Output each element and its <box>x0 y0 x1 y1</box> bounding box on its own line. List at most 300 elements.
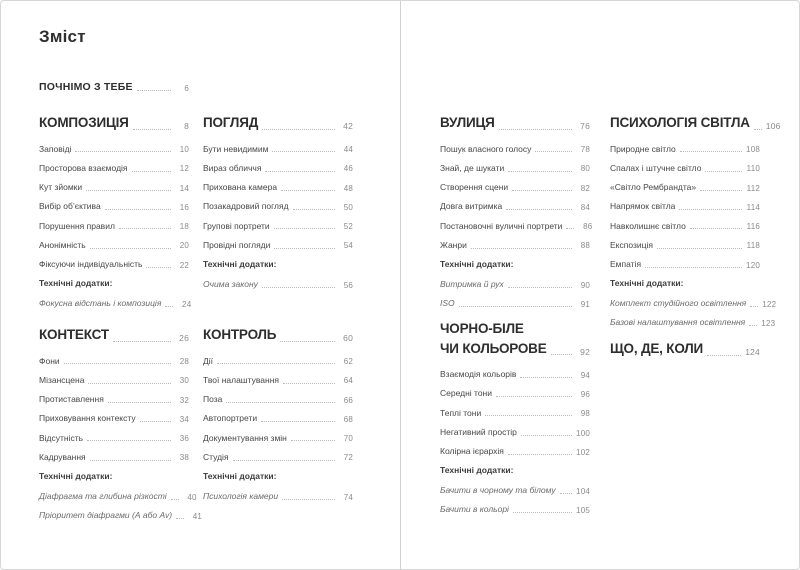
entry-label: Анонімність <box>39 239 86 250</box>
entry-label: Фокусна відстань і композиція <box>39 298 162 309</box>
page-number: 36 <box>179 434 189 444</box>
toc-right-page <box>400 1 799 569</box>
dot-leader <box>87 440 171 441</box>
page-number: 108 <box>746 145 760 155</box>
section-entries <box>440 370 590 515</box>
page-number: 42 <box>343 121 353 132</box>
toc-appendix-entry <box>440 299 590 309</box>
toc-subheading <box>610 279 760 289</box>
dot-leader <box>485 415 572 416</box>
toc-intro-entry <box>39 81 189 93</box>
dot-leader <box>280 341 335 342</box>
section-heading <box>610 113 781 133</box>
dot-leader <box>499 129 572 130</box>
entry-label: Протиставлення <box>39 394 104 405</box>
section-entries <box>440 143 593 309</box>
entry-label: Технічні додатки: <box>203 259 277 270</box>
page-number: 24 <box>182 299 192 309</box>
page-number: 68 <box>343 414 353 424</box>
page-number: 90 <box>580 280 590 290</box>
toc-appendix-entry <box>440 280 590 290</box>
toc-entry <box>39 260 189 270</box>
dot-leader <box>217 363 335 364</box>
entry-label: Технічні додатки: <box>39 278 113 289</box>
dot-leader <box>64 363 171 364</box>
dot-leader <box>261 421 335 422</box>
page-number: 76 <box>580 121 590 132</box>
toc-appendix-entry <box>610 317 776 329</box>
entry-label: Технічні додатки: <box>203 471 277 482</box>
toc-entry <box>39 145 189 155</box>
section-heading-line <box>440 113 590 133</box>
toc-entry <box>39 222 189 232</box>
entry-label: Постановочні вуличні портрети <box>440 220 563 231</box>
toc-appendix-entry <box>39 510 203 521</box>
entry-label: Психологія камери <box>203 490 279 501</box>
dot-leader <box>171 499 179 500</box>
dot-leader <box>282 499 335 500</box>
toc-entry <box>39 202 189 212</box>
dot-leader <box>707 355 741 356</box>
section-heading-text: ЩО, ДЕ, КОЛИ <box>610 341 704 356</box>
toc-subheading <box>203 260 353 270</box>
entry-label: Пріоритет діафрагми (А або Av) <box>39 510 173 521</box>
entry-label: Порушення правил <box>39 220 115 231</box>
page-number: 106 <box>765 121 781 132</box>
toc-entry <box>39 395 189 405</box>
page-number: 86 <box>583 222 593 232</box>
section-heading-text: КОНТРОЛЬ <box>203 327 277 342</box>
dot-leader <box>262 287 335 288</box>
page-number: 64 <box>343 376 353 386</box>
toc-entry <box>203 164 353 174</box>
dot-leader <box>132 171 171 172</box>
toc-entry <box>610 222 760 232</box>
entry-label: Базові налаштування освітлення <box>610 317 746 328</box>
toc-entry <box>203 414 353 424</box>
toc-section <box>610 113 781 339</box>
entry-label: Жанри <box>440 239 467 250</box>
toc-subheading <box>203 472 353 482</box>
toc-section <box>610 339 760 371</box>
page-number: 41 <box>192 511 203 521</box>
entry-label: Взаємодія кольорів <box>440 369 517 380</box>
toc-entry <box>440 145 590 155</box>
toc-entry <box>610 145 760 155</box>
toc-entry <box>610 260 760 270</box>
page-number: 14 <box>179 183 189 193</box>
toc-entry <box>39 241 189 251</box>
dot-leader <box>700 190 742 191</box>
toc-subheading <box>440 466 590 476</box>
dot-leader <box>105 209 171 210</box>
page-number: 56 <box>343 280 353 290</box>
entry-label: Бачити в чорному та білому <box>440 485 556 496</box>
page-number: 124 <box>745 347 760 358</box>
page-number: 18 <box>179 222 189 232</box>
page-number: 100 <box>576 428 590 438</box>
dot-leader <box>749 325 757 326</box>
dot-leader <box>679 209 742 210</box>
toc-entry <box>440 183 590 193</box>
page-number: 6 <box>184 84 189 93</box>
section-heading-line <box>440 339 590 359</box>
dot-leader <box>496 396 572 397</box>
dot-leader <box>262 129 335 130</box>
dot-leader <box>113 341 171 342</box>
toc-entry <box>610 183 760 193</box>
page-number: 40 <box>187 492 197 502</box>
page-number: 8 <box>184 121 189 132</box>
toc-column <box>203 113 353 530</box>
entry-label: Технічні додатки: <box>440 465 514 476</box>
right-page-columns <box>440 113 781 525</box>
dot-leader <box>119 228 171 229</box>
page-number: 50 <box>343 202 353 212</box>
page-number: 16 <box>179 202 189 212</box>
entry-label: Напрямок світла <box>610 201 676 212</box>
page-number: 123 <box>761 319 776 329</box>
section-heading <box>203 113 353 133</box>
dot-leader <box>705 171 742 172</box>
intro-label: ПОЧНІМО З ТЕБЕ <box>39 81 133 93</box>
entry-label: Групові портрети <box>203 220 270 231</box>
page-number: 32 <box>179 395 189 405</box>
page-number: 34 <box>179 414 189 424</box>
page-number: 26 <box>179 333 189 344</box>
entry-label: Знай, де шукати <box>440 162 505 173</box>
dot-leader <box>754 129 762 130</box>
toc-appendix-entry <box>610 298 777 309</box>
page-number: 94 <box>580 370 590 380</box>
page-number: 44 <box>343 145 353 155</box>
page-number: 78 <box>580 145 590 155</box>
page-number: 46 <box>343 164 353 174</box>
entry-label: Документування змін <box>203 432 287 443</box>
section-heading <box>203 325 353 345</box>
entry-label: Провідні погляди <box>203 239 271 250</box>
dot-leader <box>459 306 572 307</box>
dot-leader <box>508 454 572 455</box>
dot-leader <box>265 171 335 172</box>
dot-leader <box>283 383 335 384</box>
section-heading <box>440 319 590 358</box>
entry-label: Навколишнє світло <box>610 220 686 231</box>
toc-appendix-entry <box>39 490 197 502</box>
page-number: 91 <box>580 299 590 309</box>
page-title: Зміст <box>39 27 86 46</box>
section-heading-text: ВУЛИЦЯ <box>440 115 495 130</box>
section-heading-line <box>610 339 760 359</box>
page-number: 84 <box>580 202 590 212</box>
section-heading <box>39 113 189 133</box>
page-number: 122 <box>762 299 777 309</box>
page-number: 105 <box>576 506 590 516</box>
dot-leader <box>176 518 184 519</box>
page-number: 10 <box>179 145 189 155</box>
toc-entry <box>610 202 760 212</box>
entry-label: Очима закону <box>203 278 258 289</box>
entry-label: Природне світло <box>610 143 676 154</box>
toc-section <box>39 113 192 325</box>
dot-leader <box>272 151 335 152</box>
page-number: 70 <box>343 434 353 444</box>
page-number: 120 <box>746 260 760 270</box>
dot-leader <box>88 383 171 384</box>
toc-section <box>203 325 353 511</box>
dot-leader <box>86 190 171 191</box>
page-number: 92 <box>580 346 590 357</box>
page-number: 112 <box>746 183 760 193</box>
dot-leader <box>274 228 335 229</box>
section-entries <box>39 355 203 521</box>
toc-entry <box>39 376 189 386</box>
toc-entry <box>39 357 189 367</box>
section-heading <box>39 325 189 345</box>
section-heading-line <box>610 113 781 133</box>
toc-entry <box>39 434 189 444</box>
entry-label: Просторова взаємодія <box>39 162 128 173</box>
entry-label: Позакадровий погляд <box>203 201 289 212</box>
toc-entry <box>610 241 760 251</box>
entry-label: «Світло Рембрандта» <box>610 182 697 193</box>
entry-label: Відсутність <box>39 432 84 443</box>
page-number: 12 <box>179 164 189 174</box>
toc-entry <box>440 164 590 174</box>
toc-subheading <box>39 279 189 289</box>
section-heading-text: ПСИХОЛОГІЯ СВІТЛА <box>610 115 750 130</box>
section-heading-text: КОНТЕКСТ <box>39 327 109 342</box>
dot-leader <box>274 248 335 249</box>
toc-entry <box>440 202 590 212</box>
toc-appendix-entry <box>203 492 353 502</box>
toc-section <box>440 113 593 319</box>
page-number: 110 <box>746 164 760 174</box>
toc-column <box>610 113 781 525</box>
entry-label: Вибір об’єктива <box>39 201 101 212</box>
dot-leader <box>146 267 171 268</box>
toc-appendix-entry <box>440 505 590 515</box>
dot-leader <box>645 267 742 268</box>
page-number: 118 <box>746 241 760 251</box>
entry-label: Створення сцени <box>440 182 509 193</box>
page-number: 28 <box>179 357 189 367</box>
page-number: 48 <box>343 183 353 193</box>
section-heading-text: КОМПОЗИЦІЯ <box>39 115 129 130</box>
toc-column <box>440 113 593 525</box>
toc-left-page <box>1 1 400 569</box>
section-heading-line <box>203 325 353 345</box>
page-number: 114 <box>746 202 760 212</box>
dot-leader <box>551 354 572 355</box>
entry-label: Бути невидимим <box>203 143 269 154</box>
page-number: 102 <box>576 447 590 457</box>
page-number: 52 <box>343 222 353 232</box>
entry-label: Прихована камера <box>203 182 278 193</box>
entry-label: Теплі тони <box>440 407 482 418</box>
page-number: 88 <box>580 241 590 251</box>
entry-label: Середні тони <box>440 388 493 399</box>
toc-entry <box>203 145 353 155</box>
page-gutter-divider <box>400 1 401 569</box>
page-number: 74 <box>343 492 353 502</box>
dot-leader <box>512 190 572 191</box>
toc-appendix-entry <box>203 280 353 290</box>
section-heading-line <box>39 113 189 133</box>
toc-entry <box>203 222 353 232</box>
section-heading-line <box>203 113 353 133</box>
page-number: 20 <box>179 241 189 251</box>
entry-label: Довга витримка <box>440 201 503 212</box>
entry-label: ISO <box>440 298 455 309</box>
entry-label: Пошук власного голосу <box>440 143 532 154</box>
section-heading-text: ПОГЛЯД <box>203 115 259 130</box>
toc-entry <box>610 164 760 174</box>
toc-entry <box>203 453 353 463</box>
dot-leader <box>508 287 572 288</box>
page-number: 82 <box>580 183 590 193</box>
page-number: 38 <box>179 453 189 463</box>
section-entries <box>203 357 353 502</box>
dot-leader <box>133 129 171 130</box>
toc-entry <box>203 395 353 405</box>
toc-column <box>39 113 203 530</box>
entry-label: Дії <box>203 355 214 366</box>
entry-label: Фіксуючи індивідуальність <box>39 259 143 270</box>
dot-leader <box>226 402 335 403</box>
entry-label: Експозиція <box>610 239 653 250</box>
dot-leader <box>566 228 574 229</box>
page-number: 22 <box>179 260 189 270</box>
entry-label: Технічні додатки: <box>610 278 684 289</box>
dot-leader <box>291 440 335 441</box>
page-number: 30 <box>179 376 189 386</box>
entry-label: Бачити в кольорі <box>440 504 509 515</box>
entry-label: Технічні додатки: <box>39 471 113 482</box>
entry-label: Технічні додатки: <box>440 259 514 270</box>
dot-leader <box>750 306 758 307</box>
entry-label: Поза <box>203 394 223 405</box>
entry-label: Кадрування <box>39 451 86 462</box>
page-number: 66 <box>343 395 353 405</box>
entry-label: Комплект студійного освітлення <box>610 298 747 309</box>
entry-label: Вираз обличчя <box>203 162 262 173</box>
dot-leader <box>137 90 171 91</box>
entry-label: Негативний простір <box>440 426 517 437</box>
section-heading <box>440 113 590 133</box>
entry-label: Діафрагма та глибина різкості <box>39 490 167 501</box>
toc-entry <box>39 164 189 174</box>
dot-leader <box>508 171 572 172</box>
section-heading-text: ЧОРНО-БІЛЕ <box>440 321 524 336</box>
page-number: 96 <box>580 389 590 399</box>
page-number: 72 <box>343 453 353 463</box>
dot-leader <box>521 435 572 436</box>
dot-leader <box>75 151 171 152</box>
toc-entry <box>440 447 590 457</box>
page-number: 60 <box>343 333 353 344</box>
toc-appendix-entry <box>440 486 590 496</box>
page-number: 98 <box>580 409 590 419</box>
toc-subheading <box>440 260 590 270</box>
section-heading-line <box>440 319 590 339</box>
toc-entry <box>203 183 353 193</box>
toc-entry <box>203 434 353 444</box>
toc-entry <box>440 389 590 399</box>
page-number: 54 <box>343 241 353 251</box>
toc-entry <box>39 183 189 193</box>
section-heading-text: ЧИ КОЛЬОРОВЕ <box>440 340 547 356</box>
toc-entry <box>39 414 189 424</box>
entry-label: Приховування контексту <box>39 413 136 424</box>
toc-section <box>203 113 353 325</box>
toc-entry <box>440 428 590 438</box>
entry-label: Автопортрети <box>203 413 258 424</box>
section-entries <box>39 143 192 309</box>
dot-leader <box>281 190 335 191</box>
entry-label: Фони <box>39 355 60 366</box>
toc-entry <box>203 241 353 251</box>
toc-entry <box>440 220 593 232</box>
entry-label: Колірна ієрархія <box>440 446 504 457</box>
dot-leader <box>657 248 742 249</box>
toc-section <box>39 325 203 530</box>
toc-subheading <box>39 472 189 482</box>
toc-entry <box>440 241 590 251</box>
dot-leader <box>680 151 742 152</box>
dot-leader <box>90 248 171 249</box>
toc-entry <box>203 376 353 386</box>
dot-leader <box>690 228 742 229</box>
dot-leader <box>293 209 335 210</box>
dot-leader <box>108 402 171 403</box>
dot-leader <box>233 460 335 461</box>
dot-leader <box>90 460 171 461</box>
entry-label: Твої налаштування <box>203 374 279 385</box>
toc-entry <box>440 370 590 380</box>
entry-label: Спалах і штучне світло <box>610 162 702 173</box>
toc-entry <box>39 453 189 463</box>
dot-leader <box>165 306 173 307</box>
entry-label: Витримка й рух <box>440 278 504 289</box>
dot-leader <box>520 377 572 378</box>
page-number: 116 <box>746 222 760 232</box>
entry-label: Емпатія <box>610 259 642 270</box>
section-heading <box>610 339 760 359</box>
dot-leader <box>471 248 572 249</box>
toc-appendix-entry <box>39 298 192 309</box>
dot-leader <box>535 151 572 152</box>
toc-entry <box>203 202 353 212</box>
toc-entry <box>440 409 590 419</box>
page-number: 104 <box>576 486 590 496</box>
entry-label: Студія <box>203 451 229 462</box>
entry-label: Кут зйомки <box>39 182 83 193</box>
section-entries <box>203 145 353 290</box>
page-number: 80 <box>580 164 590 174</box>
section-heading-line <box>39 325 189 345</box>
toc-section <box>440 319 590 525</box>
section-entries <box>610 143 777 329</box>
toc-entry <box>203 357 353 367</box>
dot-leader <box>140 421 171 422</box>
page-number: 62 <box>343 357 353 367</box>
entry-label: Заповіді <box>39 143 72 154</box>
dot-leader <box>513 512 572 513</box>
left-page-columns <box>39 113 352 530</box>
entry-label: Мізансцена <box>39 374 85 385</box>
dot-leader <box>560 493 572 494</box>
